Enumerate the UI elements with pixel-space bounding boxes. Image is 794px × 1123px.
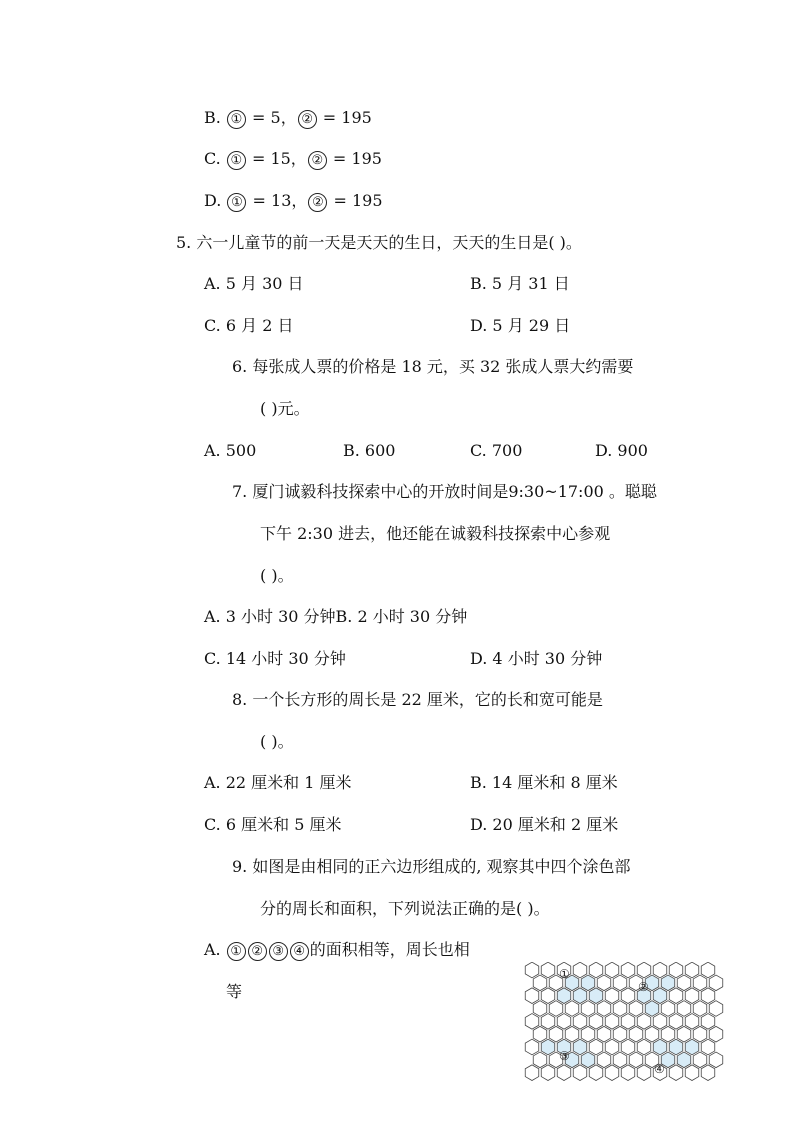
hex-cell xyxy=(573,988,587,1004)
hex-cell xyxy=(613,1026,627,1042)
q9-stem-line2: 分的周长和面积，下列说法正确的是( )。 xyxy=(260,899,550,918)
q6-option-b: B. 600 xyxy=(343,441,396,460)
hex-cell xyxy=(525,988,539,1004)
q7-option-c: C. 14 小时 30 分钟 xyxy=(204,649,346,668)
hex-cell xyxy=(693,1052,707,1068)
hex-cell xyxy=(653,962,667,978)
hex-cell xyxy=(685,988,699,1004)
hex-cell xyxy=(653,1039,667,1055)
hex-cell xyxy=(613,1001,627,1017)
hex-cell xyxy=(661,1001,675,1017)
q8-stem-line1: 8. 一个长方形的周长是 22 厘米，它的长和宽可能是 xyxy=(232,690,603,709)
hex-cell xyxy=(605,1065,619,1081)
hex-cell xyxy=(533,1052,547,1068)
hex-cell xyxy=(589,1039,603,1055)
circled-3: ③ xyxy=(269,942,288,961)
hex-cell xyxy=(669,988,683,1004)
hex-cell xyxy=(533,1001,547,1017)
hex-cell xyxy=(629,1001,643,1017)
q7-option-d: D. 4 小时 30 分钟 xyxy=(470,649,603,668)
hex-cell xyxy=(541,1065,555,1081)
hex-cell xyxy=(685,962,699,978)
q6-stem-line2: ( )元。 xyxy=(260,399,310,418)
hex-cell xyxy=(541,1039,555,1055)
hex-cell xyxy=(709,975,723,991)
hex-cell xyxy=(685,1014,699,1030)
q6-option-d: D. 900 xyxy=(595,441,648,460)
hex-cell xyxy=(533,1026,547,1042)
q7-stem-line1: 7. 厦门诚毅科技探索中心的开放时间是9:30~17:00 。聪聪 xyxy=(232,482,657,501)
hex-cell xyxy=(669,1014,683,1030)
q8-option-c: C. 6 厘米和 5 厘米 xyxy=(204,815,342,834)
hex-cell xyxy=(605,1014,619,1030)
hex-label-4: ④ xyxy=(654,1062,665,1076)
hex-cell xyxy=(581,1026,595,1042)
hex-cell xyxy=(653,1014,667,1030)
circled-2: ② xyxy=(308,193,327,212)
hex-cell xyxy=(613,1052,627,1068)
hex-label-3: ③ xyxy=(559,1049,570,1063)
hexagon-cells xyxy=(525,962,723,1080)
hex-cell xyxy=(669,1039,683,1055)
circled-1: ① xyxy=(227,110,246,129)
hex-cell xyxy=(621,1039,635,1055)
hex-cell xyxy=(701,988,715,1004)
hex-cell xyxy=(677,1001,691,1017)
q8-option-b: B. 14 厘米和 8 厘米 xyxy=(470,773,618,792)
hex-cell xyxy=(605,962,619,978)
q7-stem-line3: ( )。 xyxy=(260,566,294,585)
q8-option-d: D. 20 厘米和 2 厘米 xyxy=(470,815,619,834)
q8-stem-line2: ( )。 xyxy=(260,732,294,751)
hex-cell xyxy=(621,1014,635,1030)
hex-cell xyxy=(621,1065,635,1081)
hex-cell xyxy=(597,1001,611,1017)
hex-cell xyxy=(557,988,571,1004)
hex-cell xyxy=(573,1039,587,1055)
q6-option-a: A. 500 xyxy=(204,441,257,460)
hex-cell xyxy=(621,962,635,978)
hex-cell xyxy=(597,1052,611,1068)
hex-cell xyxy=(637,1065,651,1081)
hex-cell xyxy=(701,1065,715,1081)
q8-option-a: A. 22 厘米和 1 厘米 xyxy=(204,773,352,792)
hex-cell xyxy=(677,975,691,991)
hex-cell xyxy=(557,1014,571,1030)
hex-cell xyxy=(653,988,667,1004)
hex-cell xyxy=(597,1026,611,1042)
hex-cell xyxy=(549,1026,563,1042)
hex-cell xyxy=(573,962,587,978)
circled-2: ② xyxy=(308,151,327,170)
hex-cell xyxy=(645,1001,659,1017)
hex-cell xyxy=(621,988,635,1004)
q5-option-c: C. 6 月 2 日 xyxy=(204,316,294,335)
q6-option-c: C. 700 xyxy=(470,441,523,460)
hex-cell xyxy=(685,1039,699,1055)
hex-cell xyxy=(693,1026,707,1042)
q4-option-d: D. ① = 13， ② = 195 xyxy=(204,191,383,210)
q9-option-a-continued: 等 xyxy=(226,982,243,1001)
hex-cell xyxy=(565,1001,579,1017)
q4-option-b: B. ① = 5， ② = 195 xyxy=(204,108,372,127)
q7-stem-line2: 下午 2:30 进去，他还能在诚毅科技探索中心参观 xyxy=(260,524,611,543)
hex-cell xyxy=(581,1052,595,1068)
hex-cell xyxy=(581,975,595,991)
hex-cell xyxy=(541,962,555,978)
q5-option-d: D. 5 月 29 日 xyxy=(470,316,571,335)
hex-cell xyxy=(701,1039,715,1055)
hex-cell xyxy=(637,1039,651,1055)
hex-cell xyxy=(525,1065,539,1081)
hex-cell xyxy=(637,962,651,978)
hex-cell xyxy=(661,975,675,991)
hex-cell xyxy=(637,1014,651,1030)
hex-cell xyxy=(709,1052,723,1068)
hex-cell xyxy=(709,1026,723,1042)
hex-cell xyxy=(589,1014,603,1030)
circled-2: ② xyxy=(248,942,267,961)
q5-option-a: A. 5 月 30 日 xyxy=(204,274,304,293)
hex-cell xyxy=(533,975,547,991)
hex-cell xyxy=(709,1001,723,1017)
q5-stem: 5. 六一儿童节的前一天是天天的生日，天天的生日是( )。 xyxy=(176,233,582,252)
q4-option-c: C. ① = 15， ② = 195 xyxy=(204,149,382,168)
hex-cell xyxy=(701,1014,715,1030)
circled-1: ① xyxy=(227,151,246,170)
hex-cell xyxy=(573,1065,587,1081)
hex-cell xyxy=(541,1014,555,1030)
hex-cell xyxy=(629,1026,643,1042)
hex-cell xyxy=(645,1026,659,1042)
q7-option-ab: A. 3 小时 30 分钟B. 2 小时 30 分钟 xyxy=(204,607,468,626)
hex-cell xyxy=(525,1039,539,1055)
hex-cell xyxy=(573,1014,587,1030)
hex-cell xyxy=(549,1001,563,1017)
hex-cell xyxy=(565,1026,579,1042)
hex-cell xyxy=(541,988,555,1004)
hex-label-1: ① xyxy=(559,967,570,981)
q9-option-a: A. ① ② ③ ④ 的面积相等，周长也相 xyxy=(204,940,470,959)
hex-cell xyxy=(525,1014,539,1030)
hex-cell xyxy=(589,988,603,1004)
hex-cell xyxy=(581,1001,595,1017)
hex-cell xyxy=(677,1026,691,1042)
hex-cell xyxy=(597,975,611,991)
hex-cell xyxy=(669,962,683,978)
circled-2: ② xyxy=(298,110,317,129)
hex-cell xyxy=(605,1039,619,1055)
hex-cell xyxy=(661,1026,675,1042)
hex-cell xyxy=(629,1052,643,1068)
hexagon-grid-figure xyxy=(522,962,728,1082)
hex-cell xyxy=(613,975,627,991)
hex-cell xyxy=(701,962,715,978)
hex-cell xyxy=(669,1065,683,1081)
circled-1: ① xyxy=(227,942,246,961)
hex-label-2: ② xyxy=(638,980,649,994)
hex-cell xyxy=(685,1065,699,1081)
q5-option-b: B. 5 月 31 日 xyxy=(470,274,570,293)
hex-cell xyxy=(589,1065,603,1081)
hex-cell xyxy=(677,1052,691,1068)
hex-cell xyxy=(605,988,619,1004)
hex-cell xyxy=(525,962,539,978)
hex-cell xyxy=(589,962,603,978)
q9-stem-line1: 9. 如图是由相同的正六边形组成的, 观察其中四个涂色部 xyxy=(232,857,631,876)
q6-stem-line1: 6. 每张成人票的价格是 18 元，买 32 张成人票大约需要 xyxy=(232,357,634,376)
hex-cell xyxy=(693,1001,707,1017)
circled-4: ④ xyxy=(290,942,309,961)
hex-cell xyxy=(693,975,707,991)
hex-cell xyxy=(557,1065,571,1081)
circled-1: ① xyxy=(227,193,246,212)
